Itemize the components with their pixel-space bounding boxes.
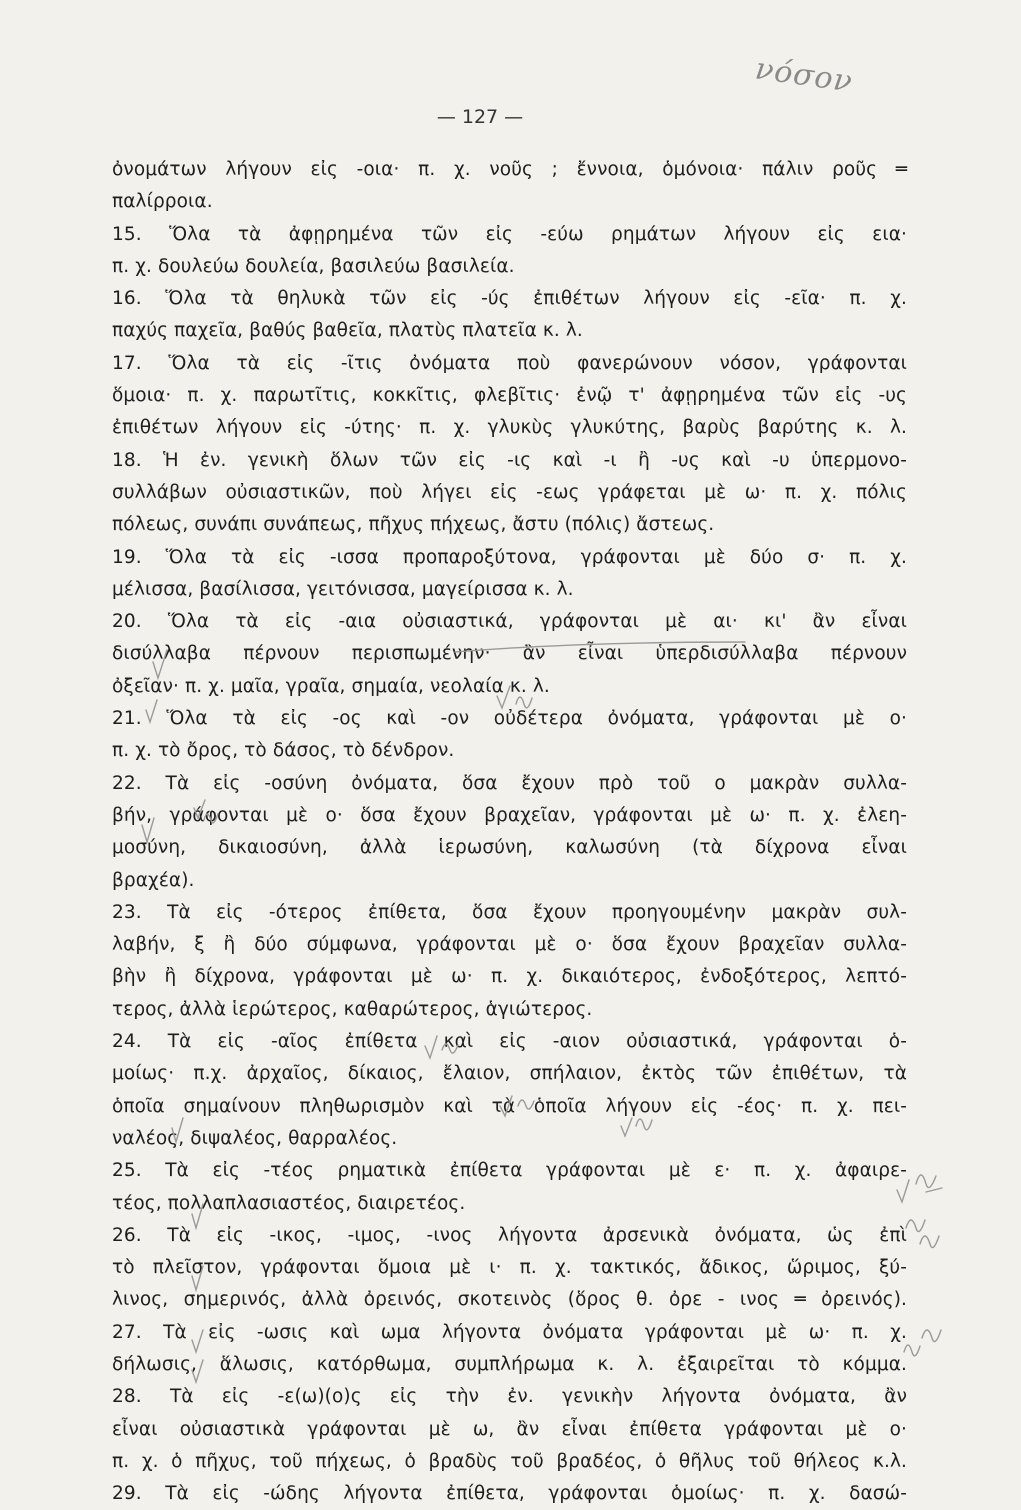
text-line: μέλισσα, βασίλισσα, γειτόνισσα, μαγείρισσα κ. λ. xyxy=(112,578,574,600)
text-line: παχύς παχεῖα, βαθύς βαθεῖα, πλατὺς πλατεῖα κ. λ. xyxy=(112,320,583,342)
text-line: 27. Τὰ εἰς -ωσις καὶ ωμα λήγοντα ὀνόματα γράφονται μὲ ω· π. χ. xyxy=(112,1321,907,1343)
text-line: δισύλλαβα πέρνουν περισπωμένην· ἂν εἶναι ὑπερδισύλλαβα πέρνουν xyxy=(112,643,907,665)
text-line: 26. Τὰ εἰς -ικος, -ιμος, -ινος λήγοντα ἀρσενικὰ ὀνόματα, ὡς ἐπὶ xyxy=(112,1224,907,1246)
pencil-scribble-mark xyxy=(922,1330,941,1342)
text-line: 23. Τὰ εἰς -ότερος ἐπίθετα, ὅσα ἔχουν προηγουμένην μακρὰν συλ- xyxy=(112,901,907,923)
text-line: βήν, γράφονται μὲ ο· ὅσα ἔχουν βραχεῖαν, γράφονται μὲ ω· π. χ. ἐλεη- xyxy=(112,804,907,826)
text-line: ναλέος, διψαλέος, θαρραλέος. xyxy=(112,1127,398,1149)
text-line: ὅμοια· π. χ. παρωτῖτις, κοκκῖτις, φλεβῖτις· ἐνῷ τ' ἀφῃρημένα τῶν εἰς -υς xyxy=(112,385,907,407)
body-text xyxy=(112,154,907,1510)
text-line: βὴν ἢ δίχρονα, γράφονται μὲ ω· π. χ. δικαιότερος, ἐνδοξότερος, λεπτό- xyxy=(112,966,907,988)
text-line: 21. Ὅλα τὰ εἰς -ος καὶ -ον οὐδέτερα ὀνόματα, γράφονται μὲ ο· xyxy=(112,708,907,730)
text-line: συλλάβων οὐσιαστικῶν, ποὺ λήγει εἰς -εως γράφεται μὲ ω· π. χ. πόλις xyxy=(112,481,907,503)
text-line: τέος, πολλαπλασιαστέος, διαιρετέος. xyxy=(112,1192,466,1214)
page-number: — 127 — xyxy=(436,106,524,128)
pencil-scribble-mark xyxy=(906,1220,925,1232)
text-line: μοσύνη, δικαιοσύνη, ἀλλὰ ἱερωσύνη, καλωσύνη (τὰ δίχρονα εἶναι xyxy=(112,837,907,859)
text-line: λινος, σημερινός, ἀλλὰ ὀρεινός, σκοτεινὸς (ὅρος θ. ὀρε - ινος ═ ὀρεινός). xyxy=(112,1289,907,1311)
text-line: 29. Τὰ εἰς -ώδης λήγοντα ἐπίθετα, γράφονται ὁμοίως· π. χ. δασώ- xyxy=(112,1483,907,1505)
text-line: ὁποῖα σημαίνουν πληθωρισμὸν καὶ τὰ ὁποῖα λήγουν εἰς -έος· π. χ. πει- xyxy=(112,1095,907,1117)
text-line: εἶναι οὐσιαστικὰ γράφονται μὲ ω, ἂν εἶναι ἐπίθετα γράφονται μὲ ο· xyxy=(112,1418,907,1440)
text-line: τερος, ἀλλὰ ἱερώτερος, καθαρώτερος, ἁγιώτερος. xyxy=(112,998,593,1020)
text-line: πόλεως, συνάπι συνάπεως, πῆχυς πήχεως, ἄστυ (πόλις) ἄστεως. xyxy=(112,514,715,536)
text-line: δήλωσις, ἅλωσις, κατόρθωμα, συμπλήρωμα κ. λ. ἐξαιρεῖται τὸ κόμμα. xyxy=(112,1353,907,1375)
text-line: 24. Τὰ εἰς -αῖος ἐπίθετα καὶ εἰς -αιον οὐσιαστικά, γράφονται ὁ- xyxy=(112,1031,907,1053)
text-line: π. χ. ὁ πῆχυς, τοῦ πήχεως, ὁ βραδὺς τοῦ βραδέος, ὁ θῆλυς τοῦ θήλεος κ.λ. xyxy=(112,1450,907,1472)
text-line: 19. Ὅλα τὰ εἰς -ισσα προπαροξύτονα, γράφονται μὲ δύο σ· π. χ. xyxy=(112,546,907,568)
text-line: μοίως· π.χ. ἀρχαῖος, δίκαιος, ἔλαιον, σπήλαιον, ἐκτὸς τῶν ἐπιθέτων, τὰ xyxy=(112,1063,907,1085)
text-line: 20. Ὅλα τὰ εἰς -αια οὐσιαστικά, γράφονται μὲ αι· κι' ἂν εἶναι xyxy=(112,611,907,633)
text-line: τὸ πλεῖστον, γράφονται ὅμοια μὲ ι· π. χ. τακτικός, ἄδικος, ὥριμος, ξύ- xyxy=(112,1257,907,1279)
text-line: ὀνομάτων λήγουν εἰς -οια· π. χ. νοῦς ; ἔννοια, ὁμόνοια· πάλιν ροῦς ═ xyxy=(112,159,907,180)
pencil-scribble-mark xyxy=(916,1175,942,1192)
text-line: 17. Ὅλα τὰ εἰς -ῖτις ὀνόματα ποὺ φανερώνουν νόσον, γράφονται xyxy=(112,352,907,374)
text-line: 22. Τὰ εἰς -οσύνη ὀνόματα, ὅσα ἔχουν πρὸ τοῦ ο μακρὰν συλλα- xyxy=(112,772,907,794)
text-line: λαβήν, ξ ἢ δύο σύμφωνα, γράφονται μὲ ο· ὅσα ἔχουν βραχεῖαν συλλα- xyxy=(112,934,907,956)
text-line: 25. Τὰ εἰς -τέος ρηματικὰ ἐπίθετα γράφονται μὲ ε· π. χ. ἀφαιρε- xyxy=(112,1160,907,1182)
text-line: 18. Ἡ ἐν. γενικὴ ὅλων τῶν εἰς -ις καὶ -ι ἢ -υς καὶ -υ ὑπερμονο- xyxy=(112,449,907,471)
handwritten-annotation: νόσον xyxy=(753,51,856,100)
text-line: 15. Ὅλα τὰ ἀφῃρημένα τῶν εἰς -εύω ρημάτων λήγουν εἰς εια· xyxy=(112,223,907,245)
text-line: ὀξεῖαν· π. χ. μαῖα, γραῖα, σημαία, νεολαία κ. λ. xyxy=(112,675,550,697)
text-line: 28. Τὰ εἰς -ε(ω)(ο)ς εἰς τὴν ἐν. γενικὴν λήγοντα ὀνόματα, ἂν xyxy=(112,1386,907,1408)
text-line: παλίρροια. xyxy=(112,191,213,213)
text-line: βραχέα). xyxy=(112,869,195,891)
text-line: π. χ. τὸ ὄρος, τὸ δάσος, τὸ δένδρον. xyxy=(112,740,455,762)
pencil-scribble-mark xyxy=(920,1236,939,1248)
text-line: π. χ. δουλεύω δουλεία, βασιλεύω βασιλεία. xyxy=(112,255,515,277)
text-line: 16. Ὅλα τὰ θηλυκὰ τῶν εἰς -ύς ἐπιθέτων λήγουν εἰς -εῖα· π. χ. xyxy=(112,288,907,310)
text-line: ἐπιθέτων λήγουν εἰς -ύτης· π. χ. γλυκὺς γλυκύτης, βαρὺς βαρύτης κ. λ. xyxy=(112,417,907,439)
